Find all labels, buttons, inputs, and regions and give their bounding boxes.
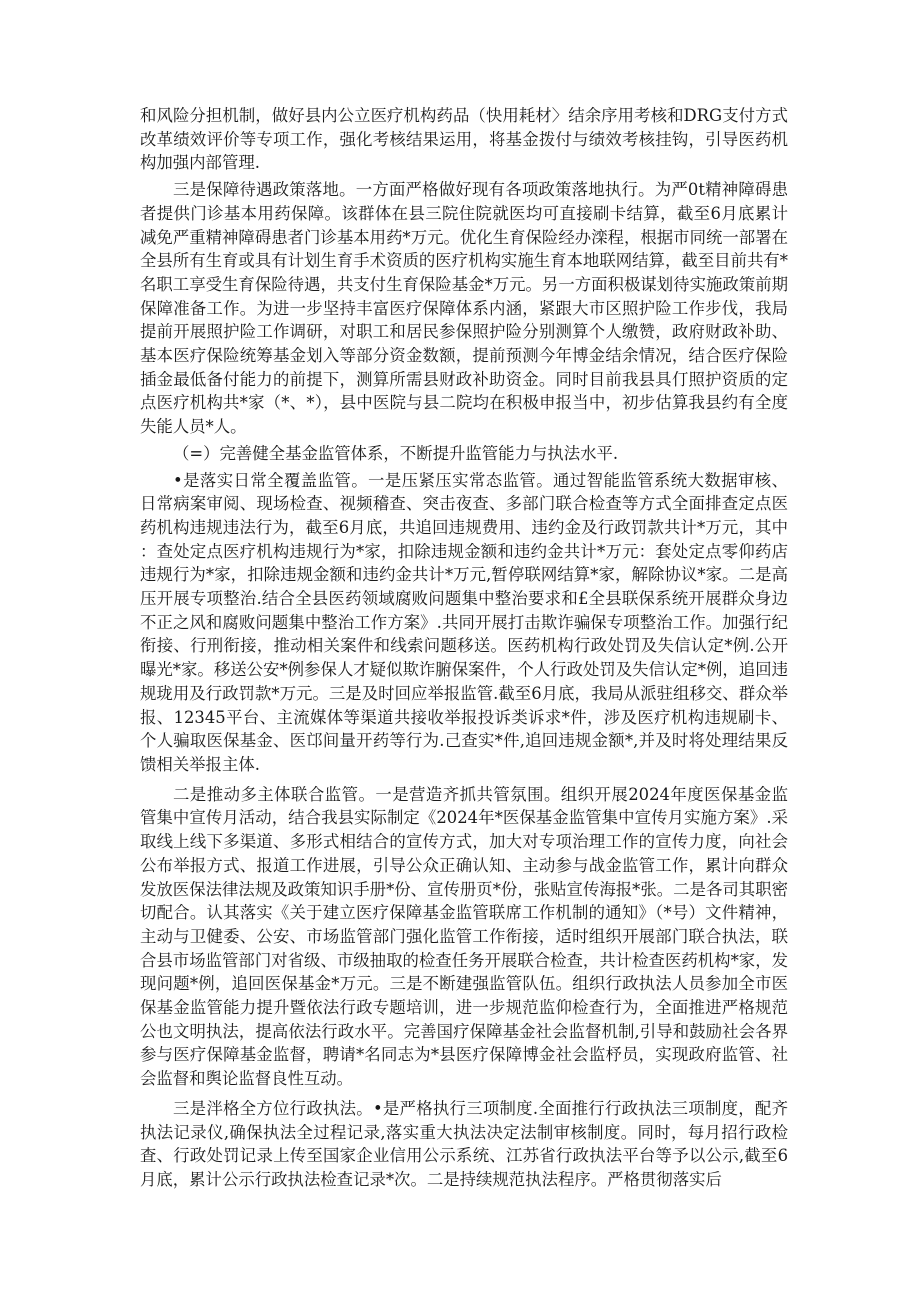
paragraph-benefit-policy: 三是保障待遇政策落地。一方面严格做好现有各项政策落地执行。为严0t精神障碍患者提供门诊基本用药保障。该群体在县三院住院就医均可直接刷卡结算，截至6月底累计减免严重精神障碍患者门诊基本用药*万元。优化生育保险经办滦程，根据市同统一部署在全县所有生育或具有计划生育手术资质的医疗机构实施生育本地联网结算，截至目前共有*名职工享受生育保险待遇，共支付生育保险基金*万元。另一方面积极谋划待实施政策前期保障准备工作。为进一步坚持丰富医疗保障体系内涵，紧跟大市区照护险工作步伐，我局提前开展照护险工作调研，对职工和居民参保照护险分别测算个人缴赞，政府财政补助、基本医疗保险统筹基金划入等部分资金数额，提前预测今年博金结余情况，结合医疗保险插金最低备付能力的前提下，测算所需县财政补助资金。同时目前我县具仃照护资质的定点医疗机构共*家（*、*），县中医院与县二院均在积极申报当中，初步估算我县约有全度失能人员*人。 bbox=[140, 180, 788, 437]
section-heading-fund-supervision: （=）完善健全基金监管体系，不断提升监管能力与执法水平. bbox=[173, 443, 619, 463]
paragraph-fund-risk-sharing: 和风险分担机制，做好县内公立医疗机构药品（快用耗材〉结余序用考核和DRG支付方式改革绩效评价等专项工作，强化考核结果运用，将基金拨付与绩效考核挂钩，引导医药机构加强内部管理. bbox=[140, 106, 788, 173]
document-body bbox=[140, 104, 788, 1192]
paragraph-joint-supervision: 二是推动多主体联合监管。一是营造齐抓共管氛围。组织开展2024年度医保基金监管集中宣传月活动，结合我县实际制定《2024年*医保基金监管集中宣传月实施方案》.采取线上线下多渠道、多形式相结合的宣传方式，加大对专项治理工作的宣传力度，向社会公布举报方式、报道工作进展，引导公众正确认知、主动参与战金监管工作，累计向群众发放医保法律法规及政策知识手册*份、宣传册页*份，张贴宣传海报*张。二是各司其职密切配合。认其落实《关于建立医疗保障基金监管联席工作机制的通知》（*号）文件精神，主动与卫健委、公安、市场监管部门强化监管工作衔接，适时组织开展部门联合执法，联合县市场监管部门对省级、市级抽取的检查任务开展联合检查，共计检查医药机构*家，发现问题*例，追回医保基金*万元。三是不断建强监管队伍。组织行政执法人员参加全市医保基金监管能力提升暨依法行政专题培训，进一步规范监仰检查行为，全面推进严格规范公也文明执法，提高依法行政水平。完善国疗保障基金社会监督机制,引导和鼓励社会各界参与医疗保障基金监督，聘请*名同志为*县医疗保障博金社会监杼员，实现政府监管、社会监督和舆论监督良性互动。 bbox=[140, 784, 788, 1089]
paragraph-law-enforcement: 三是泮格全方位行政执法。•是严格执行三项制度.全面推行行政执法三项制度，配齐执法记录仪,确保执法全过程记录,落实重大执法决定法制审核制度。同时，每月招行政检査、行政处罚记录上传至国家企业信用公示系统、江苏省行政执法平台等予以公示,截至6月底，累计公示行政执法检查记录*次。二是持续规范执法程序。严格贯彻落实后 bbox=[140, 1098, 788, 1189]
paragraph-daily-supervision: •是落实日常全覆盖监管。一是压紧压实常态监管。通过智能监管系统大数据审核、日常病案审阅、现场检查、视频稽查、突击夜查、多部门联合检查等方式全面排查定点医药机构违规违法行为，截至6月底，共追回违规费用、违约金及行政罚款共计*万元，其中：查处定点医疗机构违规行为*家，扣除违规金额和违约金共计*万元：套处定点零仰药店违规行为*家，扣除违规金额和违约金共计*万元,暂停联网结算*家，解除协议*家。二是高压开展专项整治.结合全县医药领域腐败问题集中整治要求和£全县联保系统开展群众身边不正之风和腐败问题集中整治工作方案》.共同开展打击欺诈骗保专项整治工作。加强行纪衔接、行刑衔接，推动相关案件和线索问题移送。医药机构行政处罚及失信认定*例.公开曝光*家。移送公安*例参保人才疑似欺诈腑保案件，个人行政处罚及失信认定*例，追回违规珑用及行政罚款*万元。三是及时回应举报监管.截至6月底，我局从派驻组移交、群众举报、12345平台、主流媒体等渠道共接收举报投诉类诉求*件，涉及医疗机构违规刷卡、个人骗取医保基金、医邙间量开药等行为.己查实*件,追回违规金额*,并及时将处理结果反馈相关举报主体. bbox=[140, 470, 788, 774]
